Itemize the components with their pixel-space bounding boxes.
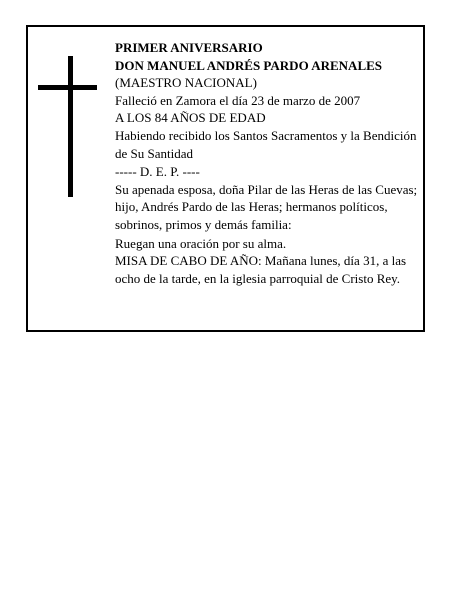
- sacraments-text: Habiendo recibido los Santos Sacramentos y la Bendición de Su Santidad: [115, 127, 417, 161]
- family-text: Su apenada esposa, doña Pilar de las Heras de las Cuevas; hijo, Andrés Pardo de las Heras; hermanos políticos, sobrinos, primos y demás familia:: [115, 181, 418, 232]
- notice-title: PRIMER ANIVERSARIO: [115, 40, 263, 55]
- obituary-notice: [26, 25, 425, 332]
- notice-text: [115, 39, 421, 288]
- mass-text: MISA DE CABO DE AÑO: Mañana lunes, día 31, a las ocho de la tarde, en la iglesia parroquial de Cristo Rey.: [115, 253, 407, 286]
- prayer-text: Ruegan una oración por su alma.: [115, 235, 287, 251]
- cross-icon-crossbar: [38, 85, 97, 90]
- cross-icon: [68, 56, 73, 197]
- age-at-death: A LOS 84 AÑOS DE EDAD: [115, 110, 266, 126]
- death-date: Falleció en Zamora el día 23 de marzo de 2007: [115, 92, 361, 108]
- rip-line: ----- D. E. P. ----: [115, 164, 200, 180]
- profession: (MAESTRO NACIONAL): [115, 75, 257, 91]
- deceased-name: DON MANUEL ANDRÉS PARDO ARENALES: [115, 57, 383, 73]
